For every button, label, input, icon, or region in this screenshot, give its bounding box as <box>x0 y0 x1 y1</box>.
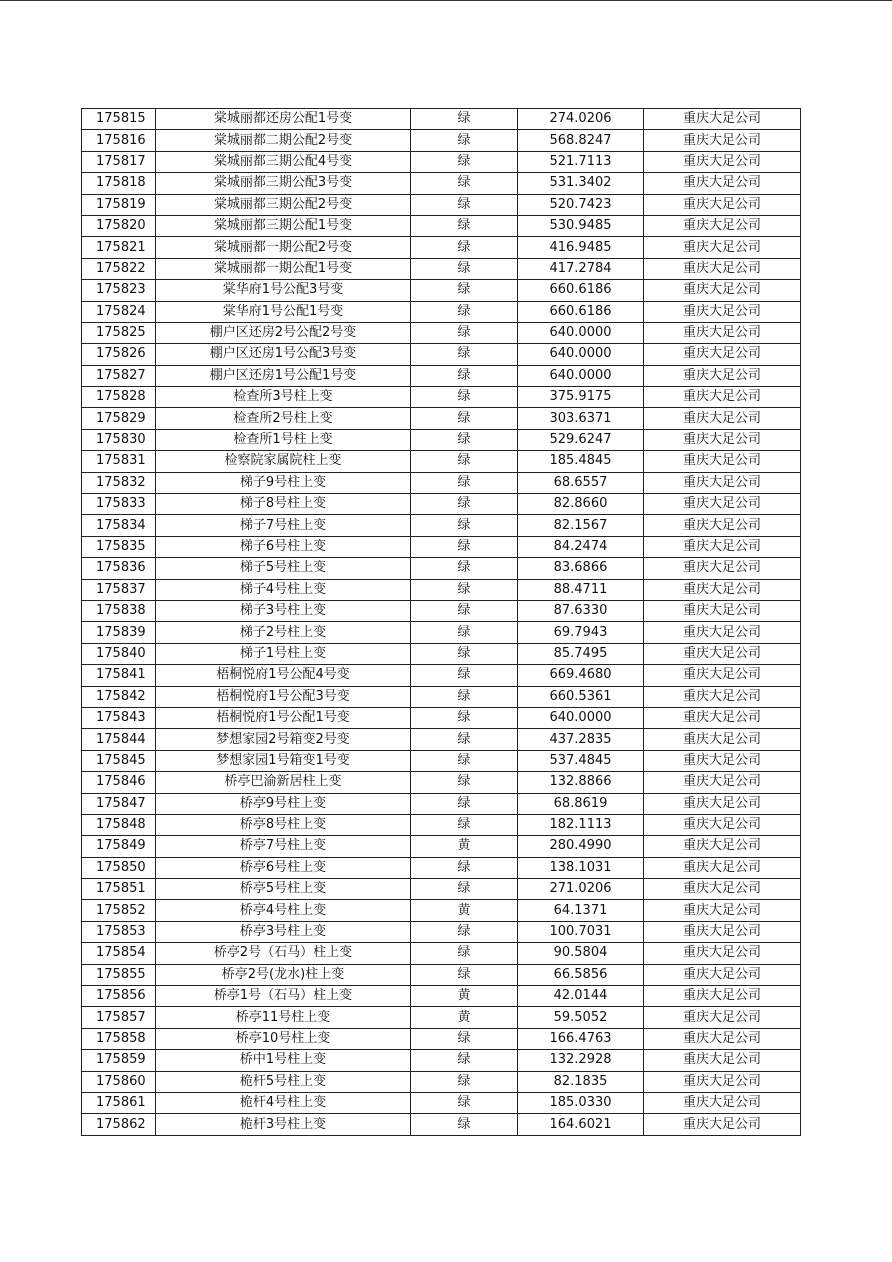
row-id-cell: 175838 <box>82 600 156 621</box>
company-cell: 重庆大足公司 <box>644 1114 801 1135</box>
row-id-cell: 175858 <box>82 1028 156 1049</box>
company-cell: 重庆大足公司 <box>644 1007 801 1028</box>
station-name-cell: 桥亭10号柱上变 <box>156 1028 411 1049</box>
value-cell: 660.5361 <box>518 686 644 707</box>
row-id-cell: 175861 <box>82 1092 156 1113</box>
status-cell: 绿 <box>411 772 518 793</box>
value-cell: 82.1835 <box>518 1071 644 1092</box>
station-name-cell: 棠城丽都还房公配1号变 <box>156 109 411 130</box>
value-cell: 640.0000 <box>518 322 644 343</box>
value-cell: 185.0330 <box>518 1092 644 1113</box>
value-cell: 280.4990 <box>518 836 644 857</box>
row-id-cell: 175816 <box>82 130 156 151</box>
status-cell: 绿 <box>411 622 518 643</box>
company-cell: 重庆大足公司 <box>644 750 801 771</box>
station-name-cell: 梯子5号柱上变 <box>156 558 411 579</box>
row-id-cell: 175833 <box>82 494 156 515</box>
station-name-cell: 桥亭11号柱上变 <box>156 1007 411 1028</box>
table-row <box>82 600 801 621</box>
row-id-cell: 175823 <box>82 280 156 301</box>
value-cell: 138.1031 <box>518 857 644 878</box>
row-id-cell: 175862 <box>82 1114 156 1135</box>
company-cell: 重庆大足公司 <box>644 280 801 301</box>
row-id-cell: 175851 <box>82 879 156 900</box>
station-name-cell: 桅杆3号柱上变 <box>156 1114 411 1135</box>
company-cell: 重庆大足公司 <box>644 558 801 579</box>
company-cell: 重庆大足公司 <box>644 1050 801 1071</box>
row-id-cell: 175818 <box>82 173 156 194</box>
table-row <box>82 494 801 515</box>
row-id-cell: 175847 <box>82 793 156 814</box>
status-cell: 绿 <box>411 173 518 194</box>
station-name-cell: 梯子3号柱上变 <box>156 600 411 621</box>
row-id-cell: 175859 <box>82 1050 156 1071</box>
value-cell: 164.6021 <box>518 1114 644 1135</box>
row-id-cell: 175844 <box>82 729 156 750</box>
status-cell: 绿 <box>411 494 518 515</box>
company-cell: 重庆大足公司 <box>644 643 801 664</box>
status-cell: 绿 <box>411 215 518 236</box>
table-row <box>82 151 801 172</box>
company-cell: 重庆大足公司 <box>644 322 801 343</box>
status-cell: 黄 <box>411 986 518 1007</box>
table-row <box>82 130 801 151</box>
company-cell: 重庆大足公司 <box>644 237 801 258</box>
table-row <box>82 408 801 429</box>
value-cell: 303.6371 <box>518 408 644 429</box>
station-name-cell: 桥亭2号(龙水)柱上变 <box>156 964 411 985</box>
table-row <box>82 1092 801 1113</box>
station-name-cell: 桥亭8号柱上变 <box>156 814 411 835</box>
value-cell: 59.5052 <box>518 1007 644 1028</box>
row-id-cell: 175830 <box>82 429 156 450</box>
table-row <box>82 365 801 386</box>
status-cell: 绿 <box>411 1050 518 1071</box>
status-cell: 绿 <box>411 365 518 386</box>
table-row <box>82 1028 801 1049</box>
station-name-cell: 梧桐悦府1号公配3号变 <box>156 686 411 707</box>
company-cell: 重庆大足公司 <box>644 707 801 728</box>
company-cell: 重庆大足公司 <box>644 194 801 215</box>
value-cell: 375.9175 <box>518 387 644 408</box>
row-id-cell: 175832 <box>82 472 156 493</box>
company-cell: 重庆大足公司 <box>644 600 801 621</box>
station-name-cell: 桅杆4号柱上变 <box>156 1092 411 1113</box>
row-id-cell: 175860 <box>82 1071 156 1092</box>
company-cell: 重庆大足公司 <box>644 301 801 322</box>
table-row <box>82 1114 801 1135</box>
status-cell: 绿 <box>411 408 518 429</box>
station-name-cell: 梧桐悦府1号公配4号变 <box>156 665 411 686</box>
status-cell: 绿 <box>411 600 518 621</box>
value-cell: 271.0206 <box>518 879 644 900</box>
value-cell: 85.7495 <box>518 643 644 664</box>
company-cell: 重庆大足公司 <box>644 729 801 750</box>
status-cell: 绿 <box>411 301 518 322</box>
station-name-cell: 梯子9号柱上变 <box>156 472 411 493</box>
station-name-cell: 棠华府1号公配3号变 <box>156 280 411 301</box>
table-row <box>82 793 801 814</box>
value-cell: 182.1113 <box>518 814 644 835</box>
status-cell: 绿 <box>411 686 518 707</box>
value-cell: 537.4845 <box>518 750 644 771</box>
table-row <box>82 301 801 322</box>
company-cell: 重庆大足公司 <box>644 344 801 365</box>
station-name-cell: 桥中1号柱上变 <box>156 1050 411 1071</box>
station-name-cell: 桥亭4号柱上变 <box>156 900 411 921</box>
row-id-cell: 175822 <box>82 258 156 279</box>
value-cell: 82.1567 <box>518 515 644 536</box>
table-row <box>82 686 801 707</box>
page-top-border <box>0 0 892 1</box>
status-cell: 绿 <box>411 130 518 151</box>
table-row <box>82 1050 801 1071</box>
company-cell: 重庆大足公司 <box>644 686 801 707</box>
status-cell: 绿 <box>411 879 518 900</box>
table-row <box>82 515 801 536</box>
status-cell: 黄 <box>411 900 518 921</box>
station-name-cell: 棚户区还房2号公配2号变 <box>156 322 411 343</box>
table-row <box>82 387 801 408</box>
company-cell: 重庆大足公司 <box>644 215 801 236</box>
station-name-cell: 梯子8号柱上变 <box>156 494 411 515</box>
table-row <box>82 344 801 365</box>
value-cell: 660.6186 <box>518 280 644 301</box>
row-id-cell: 175834 <box>82 515 156 536</box>
table-row <box>82 536 801 557</box>
table-row <box>82 194 801 215</box>
row-id-cell: 175855 <box>82 964 156 985</box>
status-cell: 绿 <box>411 814 518 835</box>
row-id-cell: 175853 <box>82 921 156 942</box>
company-cell: 重庆大足公司 <box>644 408 801 429</box>
company-cell: 重庆大足公司 <box>644 173 801 194</box>
row-id-cell: 175819 <box>82 194 156 215</box>
company-cell: 重庆大足公司 <box>644 665 801 686</box>
station-name-cell: 桥亭3号柱上变 <box>156 921 411 942</box>
value-cell: 640.0000 <box>518 344 644 365</box>
value-cell: 531.3402 <box>518 173 644 194</box>
table-row <box>82 707 801 728</box>
station-name-cell: 梯子2号柱上变 <box>156 622 411 643</box>
station-name-cell: 桥亭5号柱上变 <box>156 879 411 900</box>
company-cell: 重庆大足公司 <box>644 494 801 515</box>
station-name-cell: 梯子1号柱上变 <box>156 643 411 664</box>
table-row <box>82 322 801 343</box>
company-cell: 重庆大足公司 <box>644 258 801 279</box>
value-cell: 84.2474 <box>518 536 644 557</box>
transformer-table <box>81 108 801 1136</box>
company-cell: 重庆大足公司 <box>644 986 801 1007</box>
value-cell: 66.5856 <box>518 964 644 985</box>
station-name-cell: 梯子7号柱上变 <box>156 515 411 536</box>
table-row <box>82 857 801 878</box>
value-cell: 166.4763 <box>518 1028 644 1049</box>
row-id-cell: 175815 <box>82 109 156 130</box>
table-row <box>82 215 801 236</box>
value-cell: 669.4680 <box>518 665 644 686</box>
value-cell: 87.6330 <box>518 600 644 621</box>
row-id-cell: 175828 <box>82 387 156 408</box>
table-row <box>82 280 801 301</box>
table-row <box>82 964 801 985</box>
table-row <box>82 836 801 857</box>
company-cell: 重庆大足公司 <box>644 1092 801 1113</box>
table-row <box>82 921 801 942</box>
status-cell: 绿 <box>411 387 518 408</box>
row-id-cell: 175854 <box>82 943 156 964</box>
row-id-cell: 175831 <box>82 451 156 472</box>
value-cell: 568.8247 <box>518 130 644 151</box>
status-cell: 绿 <box>411 237 518 258</box>
status-cell: 绿 <box>411 322 518 343</box>
table-row <box>82 451 801 472</box>
station-name-cell: 棠城丽都二期公配2号变 <box>156 130 411 151</box>
row-id-cell: 175837 <box>82 579 156 600</box>
table-row <box>82 258 801 279</box>
value-cell: 132.8866 <box>518 772 644 793</box>
value-cell: 88.4711 <box>518 579 644 600</box>
station-name-cell: 检查所3号柱上变 <box>156 387 411 408</box>
station-name-cell: 桥亭7号柱上变 <box>156 836 411 857</box>
value-cell: 69.7943 <box>518 622 644 643</box>
status-cell: 绿 <box>411 194 518 215</box>
table-row <box>82 665 801 686</box>
status-cell: 绿 <box>411 964 518 985</box>
row-id-cell: 175848 <box>82 814 156 835</box>
station-name-cell: 桥亭2号（石马）柱上变 <box>156 943 411 964</box>
table-row <box>82 622 801 643</box>
station-name-cell: 桥亭巴渝新居柱上变 <box>156 772 411 793</box>
company-cell: 重庆大足公司 <box>644 451 801 472</box>
value-cell: 529.6247 <box>518 429 644 450</box>
value-cell: 437.2835 <box>518 729 644 750</box>
status-cell: 绿 <box>411 921 518 942</box>
status-cell: 绿 <box>411 729 518 750</box>
company-cell: 重庆大足公司 <box>644 943 801 964</box>
table-row <box>82 109 801 130</box>
status-cell: 绿 <box>411 707 518 728</box>
company-cell: 重庆大足公司 <box>644 921 801 942</box>
status-cell: 绿 <box>411 579 518 600</box>
status-cell: 绿 <box>411 750 518 771</box>
table-body <box>82 109 801 1136</box>
company-cell: 重庆大足公司 <box>644 814 801 835</box>
table-row <box>82 1007 801 1028</box>
status-cell: 绿 <box>411 943 518 964</box>
row-id-cell: 175850 <box>82 857 156 878</box>
row-id-cell: 175817 <box>82 151 156 172</box>
value-cell: 82.8660 <box>518 494 644 515</box>
company-cell: 重庆大足公司 <box>644 772 801 793</box>
row-id-cell: 175852 <box>82 900 156 921</box>
station-name-cell: 棠城丽都一期公配1号变 <box>156 258 411 279</box>
table-row <box>82 814 801 835</box>
station-name-cell: 棠城丽都三期公配2号变 <box>156 194 411 215</box>
station-name-cell: 梯子4号柱上变 <box>156 579 411 600</box>
status-cell: 绿 <box>411 1092 518 1113</box>
table-row <box>82 900 801 921</box>
company-cell: 重庆大足公司 <box>644 622 801 643</box>
company-cell: 重庆大足公司 <box>644 109 801 130</box>
value-cell: 132.2928 <box>518 1050 644 1071</box>
row-id-cell: 175836 <box>82 558 156 579</box>
station-name-cell: 棚户区还房1号公配1号变 <box>156 365 411 386</box>
company-cell: 重庆大足公司 <box>644 472 801 493</box>
station-name-cell: 棠城丽都三期公配1号变 <box>156 215 411 236</box>
value-cell: 68.6557 <box>518 472 644 493</box>
station-name-cell: 梯子6号柱上变 <box>156 536 411 557</box>
value-cell: 185.4845 <box>518 451 644 472</box>
table-row <box>82 1071 801 1092</box>
company-cell: 重庆大足公司 <box>644 836 801 857</box>
status-cell: 绿 <box>411 665 518 686</box>
value-cell: 521.7113 <box>518 151 644 172</box>
station-name-cell: 棠城丽都一期公配2号变 <box>156 237 411 258</box>
station-name-cell: 梦想家园2号箱变2号变 <box>156 729 411 750</box>
table-row <box>82 237 801 258</box>
status-cell: 绿 <box>411 151 518 172</box>
status-cell: 绿 <box>411 643 518 664</box>
table-row <box>82 558 801 579</box>
value-cell: 274.0206 <box>518 109 644 130</box>
table-row <box>82 986 801 1007</box>
row-id-cell: 175856 <box>82 986 156 1007</box>
row-id-cell: 175841 <box>82 665 156 686</box>
table-row <box>82 729 801 750</box>
row-id-cell: 175849 <box>82 836 156 857</box>
status-cell: 绿 <box>411 344 518 365</box>
row-id-cell: 175839 <box>82 622 156 643</box>
row-id-cell: 175821 <box>82 237 156 258</box>
status-cell: 绿 <box>411 558 518 579</box>
company-cell: 重庆大足公司 <box>644 387 801 408</box>
value-cell: 640.0000 <box>518 365 644 386</box>
status-cell: 绿 <box>411 1071 518 1092</box>
table-row <box>82 579 801 600</box>
value-cell: 660.6186 <box>518 301 644 322</box>
station-name-cell: 桥亭9号柱上变 <box>156 793 411 814</box>
value-cell: 42.0144 <box>518 986 644 1007</box>
value-cell: 64.1371 <box>518 900 644 921</box>
table-row <box>82 472 801 493</box>
company-cell: 重庆大足公司 <box>644 536 801 557</box>
row-id-cell: 175824 <box>82 301 156 322</box>
company-cell: 重庆大足公司 <box>644 1028 801 1049</box>
row-id-cell: 175826 <box>82 344 156 365</box>
station-name-cell: 棠华府1号公配1号变 <box>156 301 411 322</box>
table-row <box>82 429 801 450</box>
company-cell: 重庆大足公司 <box>644 429 801 450</box>
station-name-cell: 桥亭1号（石马）柱上变 <box>156 986 411 1007</box>
company-cell: 重庆大足公司 <box>644 365 801 386</box>
row-id-cell: 175842 <box>82 686 156 707</box>
station-name-cell: 梦想家园1号箱变1号变 <box>156 750 411 771</box>
company-cell: 重庆大足公司 <box>644 151 801 172</box>
station-name-cell: 桥亭6号柱上变 <box>156 857 411 878</box>
value-cell: 417.2784 <box>518 258 644 279</box>
row-id-cell: 175835 <box>82 536 156 557</box>
row-id-cell: 175843 <box>82 707 156 728</box>
station-name-cell: 梧桐悦府1号公配1号变 <box>156 707 411 728</box>
status-cell: 绿 <box>411 536 518 557</box>
row-id-cell: 175827 <box>82 365 156 386</box>
station-name-cell: 桅杆5号柱上变 <box>156 1071 411 1092</box>
status-cell: 绿 <box>411 793 518 814</box>
company-cell: 重庆大足公司 <box>644 857 801 878</box>
status-cell: 绿 <box>411 857 518 878</box>
value-cell: 416.9485 <box>518 237 644 258</box>
status-cell: 绿 <box>411 1028 518 1049</box>
company-cell: 重庆大足公司 <box>644 130 801 151</box>
value-cell: 100.7031 <box>518 921 644 942</box>
status-cell: 绿 <box>411 1114 518 1135</box>
status-cell: 绿 <box>411 472 518 493</box>
company-cell: 重庆大足公司 <box>644 964 801 985</box>
company-cell: 重庆大足公司 <box>644 879 801 900</box>
table-row <box>82 772 801 793</box>
row-id-cell: 175845 <box>82 750 156 771</box>
table-row <box>82 943 801 964</box>
row-id-cell: 175857 <box>82 1007 156 1028</box>
status-cell: 黄 <box>411 836 518 857</box>
row-id-cell: 175825 <box>82 322 156 343</box>
station-name-cell: 棚户区还房1号公配3号变 <box>156 344 411 365</box>
row-id-cell: 175820 <box>82 215 156 236</box>
value-cell: 83.6866 <box>518 558 644 579</box>
company-cell: 重庆大足公司 <box>644 579 801 600</box>
status-cell: 绿 <box>411 258 518 279</box>
row-id-cell: 175829 <box>82 408 156 429</box>
status-cell: 绿 <box>411 515 518 536</box>
value-cell: 90.5804 <box>518 943 644 964</box>
station-name-cell: 检查所2号柱上变 <box>156 408 411 429</box>
row-id-cell: 175846 <box>82 772 156 793</box>
status-cell: 绿 <box>411 109 518 130</box>
station-name-cell: 检察院家属院柱上变 <box>156 451 411 472</box>
status-cell: 绿 <box>411 280 518 301</box>
value-cell: 530.9485 <box>518 215 644 236</box>
value-cell: 520.7423 <box>518 194 644 215</box>
table-row <box>82 750 801 771</box>
table-row <box>82 643 801 664</box>
company-cell: 重庆大足公司 <box>644 515 801 536</box>
station-name-cell: 棠城丽都三期公配4号变 <box>156 151 411 172</box>
company-cell: 重庆大足公司 <box>644 900 801 921</box>
table-row <box>82 879 801 900</box>
table-row <box>82 173 801 194</box>
station-name-cell: 棠城丽都三期公配3号变 <box>156 173 411 194</box>
station-name-cell: 检查所1号柱上变 <box>156 429 411 450</box>
status-cell: 绿 <box>411 429 518 450</box>
row-id-cell: 175840 <box>82 643 156 664</box>
company-cell: 重庆大足公司 <box>644 793 801 814</box>
value-cell: 68.8619 <box>518 793 644 814</box>
company-cell: 重庆大足公司 <box>644 1071 801 1092</box>
status-cell: 黄 <box>411 1007 518 1028</box>
status-cell: 绿 <box>411 451 518 472</box>
value-cell: 640.0000 <box>518 707 644 728</box>
